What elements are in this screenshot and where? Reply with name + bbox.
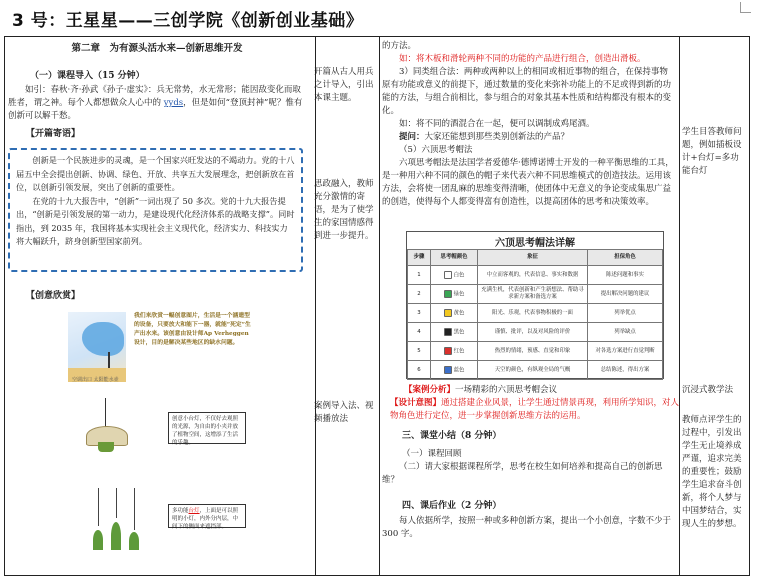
table-cell: 6 xyxy=(408,361,431,380)
hat-color-swatch xyxy=(444,271,452,279)
kaipian-paragraph-2: 在党的十九大报告中，“创新”一词出现了 50 多次。党的十九大报告提出，“创新是引领发展的第一动力，是建设现代化经济体系的战略支撑”。同时指出，到 2035 年，我国将基本实现社会主义现代化，经济实力、科技实力将大幅跃升，跻身创新型国家前列。 xyxy=(16,195,295,246)
table-cell: 阳光、乐观，代表事物积极的一面 xyxy=(478,304,588,323)
table-cell: 陈述问题和事实 xyxy=(588,266,663,285)
table-cell: 中立而客观的，代表信息、事实和数据 xyxy=(478,266,588,285)
table-cell: 黄色 xyxy=(431,304,478,323)
table-cell: 对各选方案进行直觉判断 xyxy=(588,342,663,361)
section-intro-title: （一）课程导入（15 分钟） xyxy=(30,71,145,81)
column-divider-1 xyxy=(315,37,316,575)
lamp-wire xyxy=(105,398,106,428)
table-header-cell: 步骤 xyxy=(408,250,431,266)
summary-title: 三、课堂小结（8 分钟） xyxy=(402,431,502,441)
case-label: 【案例分析】 xyxy=(404,385,456,395)
table-cell: 4 xyxy=(408,323,431,342)
kaipian-title: 【开篇寄语】 xyxy=(26,129,81,139)
water-lamp-caption: 空调出口 太阳能水壶 xyxy=(72,377,119,383)
section-intro-text: 如引：春秋·齐·孙武《孙子·虚实》：兵无常势，水无常形；能因敌变化而取胜者，谓之神。每个人都想做众人心中的 yyds，但是如何“登顶封神”呢？惟有创新可以解千愁。 xyxy=(8,85,303,121)
homework-title: 四、课后作业（2 分钟） xyxy=(402,501,502,511)
page-title: 3 号：王星星——三创学院《创新创业基础》 xyxy=(12,11,364,31)
hat-color-swatch xyxy=(444,290,452,298)
table-cell: 红色 xyxy=(431,342,478,361)
design-intent: 【设计意图】通过搭建企业风景，让学生通过情景再现，利用所学知识，对人物角色进行定位，进一步掌握创新思维方法的运用。 xyxy=(390,398,680,421)
table-cell: 3 xyxy=(408,304,431,323)
question-prompt: 提问：大家还能想到那些类别创新法的产品？ xyxy=(399,132,570,142)
table-header-cell: 担保角色 xyxy=(588,250,663,266)
same-type-combination: 3）同类组合法：两种或两种以上的相同或相近事物的组合，在保持事物原有功能或意义的前提下，通过数量的变化来弥补功能上的不足或得到新的功能的方法，与组合前相比，参与组合的对象其基本性质和结构都没有根本的变化。 xyxy=(382,67,672,116)
potted-plant xyxy=(93,530,103,550)
hat-color-swatch xyxy=(444,328,452,336)
potted-plant xyxy=(129,532,139,550)
note-student-answer: 学生目答教师问题，例如插板设计+台灯=多功能台灯 xyxy=(682,127,742,176)
water-lamp-description: 我们来欣赏一幅创意图片，生活是一个涵遗型的设备，只要放大和能下一器，就能“死定”生产出水来。该创意由设计师Ap Verheggen设计，目的是解决某些地区的缺水问题。 xyxy=(134,313,251,346)
chuangyi-title: 【创意欣赏】 xyxy=(26,291,81,301)
table-header-cell: 象征 xyxy=(478,250,588,266)
six-hats-figure xyxy=(406,231,664,379)
chapter-title: 第二章 为有源头活水来—创新思维开发 xyxy=(71,43,243,54)
table-header-cell: 思考帽颜色 xyxy=(431,250,478,266)
table-row xyxy=(408,342,663,361)
table-cell: 充满生机，代表创新和产生新想法、帮助寻求新方案和备选方案 xyxy=(478,285,588,304)
column-divider-3 xyxy=(679,37,680,575)
table-cell: 黑色 xyxy=(431,323,478,342)
summary-item-1: （一）课程回顾 xyxy=(402,449,462,459)
question-label: 提问： xyxy=(399,132,425,142)
note-intro: 开篇从古人用兵之计导入，引出本课主题。 xyxy=(314,67,374,103)
hat-color-swatch xyxy=(444,309,452,317)
water-lamp-image xyxy=(68,312,126,382)
column-divider-2 xyxy=(379,37,380,575)
table-cell: 1 xyxy=(408,266,431,285)
page-header xyxy=(0,0,759,36)
kaipian-box xyxy=(8,148,303,272)
note-sizheng: 思政融入，教师充分激情的寄语，是为了使学生的家国情感得到进一步提升。 xyxy=(314,179,374,241)
multi-lamp-note: 多功能台灯，上面是可以照明的小灯，内外分内层，中间下的侧面来遮挡部。 xyxy=(168,504,246,528)
note-immersive: 沉浸式教学法 xyxy=(682,385,734,395)
mini-lamp-image xyxy=(70,398,142,458)
corner-mark xyxy=(740,2,751,13)
table-row xyxy=(408,266,663,285)
table-cell: 谨慎、批评，以及对风险的评价 xyxy=(478,323,588,342)
example-cocktail: 如：将不同的酒混合在一起，便可以调制成鸡尾酒。 xyxy=(399,119,595,129)
table-cell: 5 xyxy=(408,342,431,361)
table-row xyxy=(408,285,663,304)
table-cell: 总结陈述，得出方案 xyxy=(588,361,663,380)
potted-plant xyxy=(111,522,121,550)
plant-pot xyxy=(98,442,114,452)
design-label: 【设计意图】 xyxy=(390,398,442,408)
table-cell: 2 xyxy=(408,285,431,304)
summary-item-2: （二）请大家根据课程所学，思考在校生如何培养和提高自己的创新思维？ xyxy=(382,462,663,485)
multi-lamp-image xyxy=(86,488,150,550)
table-cell: 天空的颜色，有纵观全局的气概 xyxy=(478,361,588,380)
table-cell: 提出解决问题的建议 xyxy=(588,285,663,304)
six-hats-heading: （5）六顶思考帽法 xyxy=(399,145,473,155)
table-cell: 热烈的情绪，预感、直觉和印象 xyxy=(478,342,588,361)
hanging-wire xyxy=(116,488,117,518)
case-analysis: 【案例分析】一场精彩的六顶思考帽会议 xyxy=(404,385,558,395)
mini-lamp-note: 创意小台灯，不仅好去观照的光源，为自由的小夹并放了植物空间，这增添了生活的乐趣。 xyxy=(168,412,246,444)
hat-color-swatch xyxy=(444,347,452,355)
six-hats-table-title: 六顶思考帽法详解 xyxy=(495,238,575,249)
example-skateboard: 如：将木板和滑轮两种不同的功能的产品进行组合，创造出滑板。 xyxy=(399,54,646,64)
hat-color-swatch xyxy=(444,366,452,374)
table-cell: 列举优点 xyxy=(588,304,663,323)
table-row xyxy=(408,304,663,323)
table-cell: 蓝色 xyxy=(431,361,478,380)
table-cell: 列举缺点 xyxy=(588,323,663,342)
table-header-row xyxy=(408,250,663,266)
kaipian-paragraph-1: 创新是一个民族进步的灵魂，是一个国家兴旺发达的不竭动力。党的十八届五中全会提出创新、协调、绿色、开放、共享五大发展理念，把创新放在首位，以创新引领发展，突出了创新的重要性。 xyxy=(16,155,295,192)
hanging-wire xyxy=(134,488,135,530)
method-tail: 的方法。 xyxy=(382,41,417,51)
lamp-shape xyxy=(82,322,124,356)
table-cell: 绿色 xyxy=(431,285,478,304)
table-row xyxy=(408,323,663,342)
homework-text: 每人依据所学，按照一种或多种创新方案，提出一个小创意，字数不少于 300 字。 xyxy=(382,516,672,539)
note-method: 案例导入法、视频播放法 xyxy=(314,401,374,424)
table-cell: 白色 xyxy=(431,266,478,285)
note-teacher-comment: 教师点评学生的过程中，引发出学生无止境养成严谨，追求完美的重要性；鼓励学生追求奋斗创新，将个人梦与中国梦结合，实现人生的梦想。 xyxy=(682,415,742,529)
six-hats-table xyxy=(407,249,663,380)
six-hats-description: 六项思考帽法是法国学者爱德华·德博诺博士开发的一种平衡思维的工具，是一种用六种不同的颜色的帽子来代表六种不同思维模式的创造技法。运用该方法，会将使一团乱麻的思维变得清晰，使团体中无意义的争论变成集思广益的创造，使得每个人都变得富有创造性，以提高团体的思考和决策效率。 xyxy=(382,158,674,207)
table-row xyxy=(408,361,663,380)
hanging-wire xyxy=(98,488,99,526)
